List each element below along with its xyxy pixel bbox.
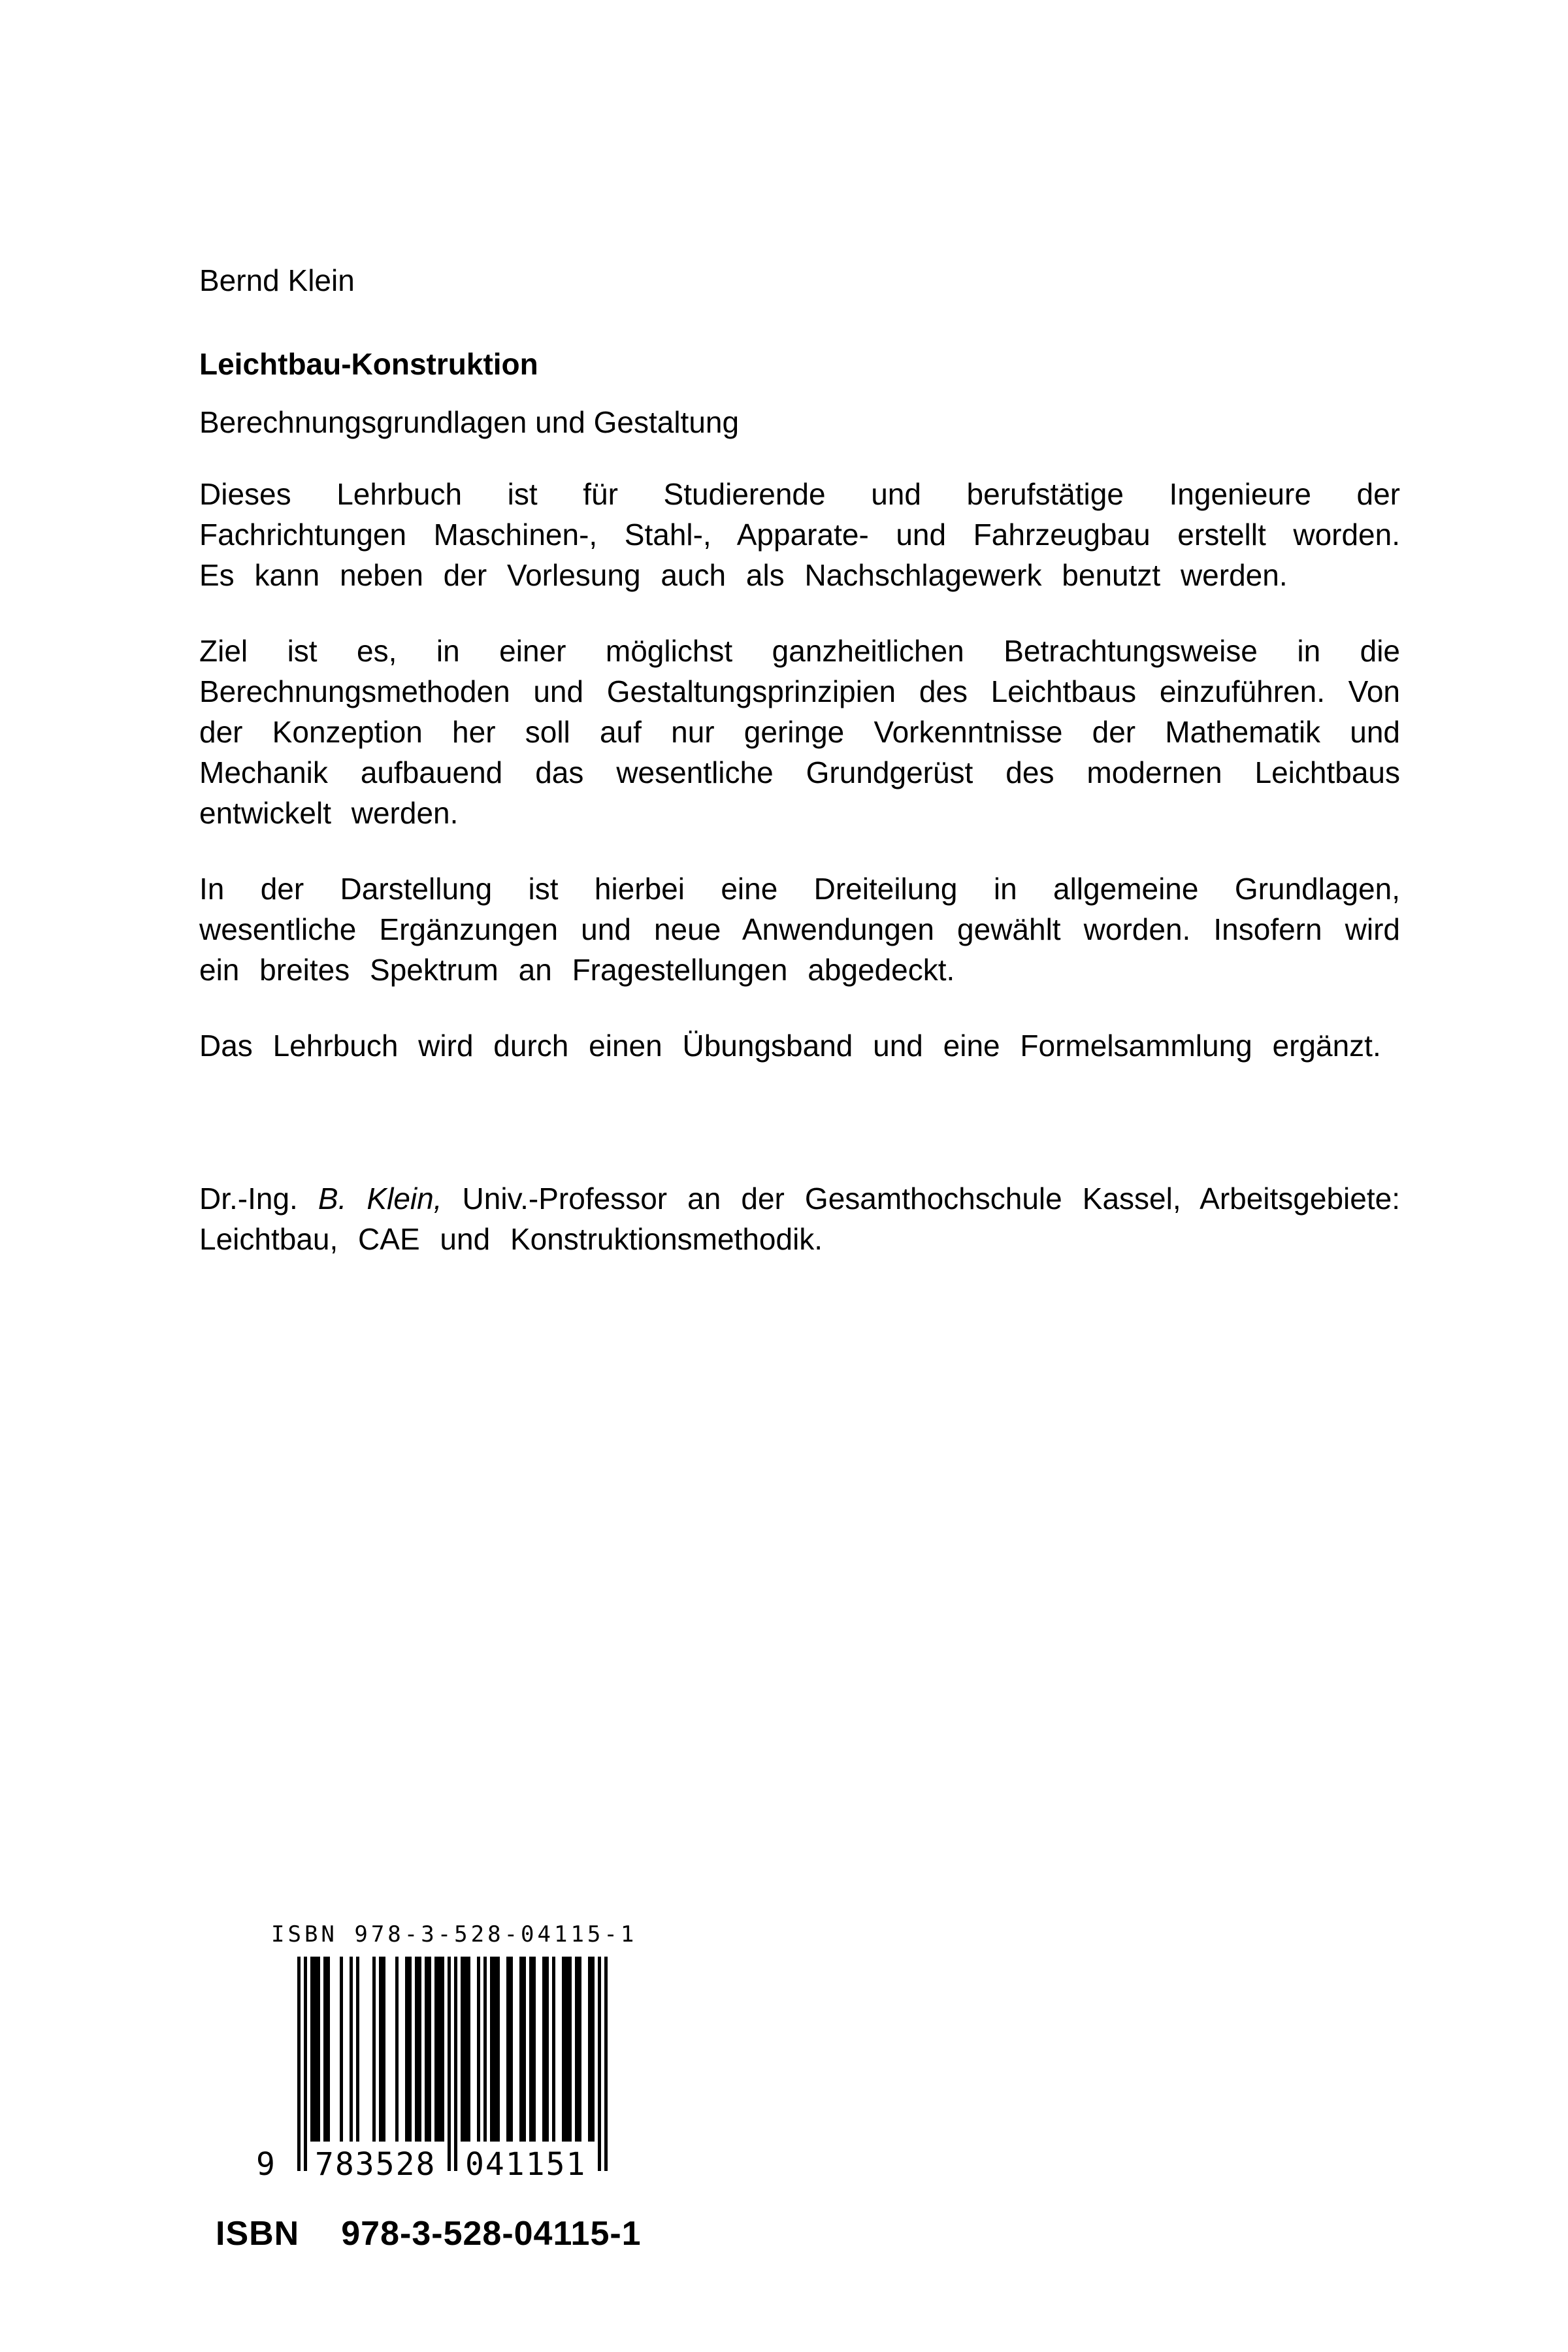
blurb-paragraph-4: Das Lehrbuch wird durch einen Übungsband und eine Formelsammlung ergänzt. (199, 1029, 1381, 1063)
blurb-paragraph-2: Ziel ist es, in einer möglichst ganzheitlichen Betrachtungsweise in die Berechnungsmethoden und Gestaltungsprinzipien des Leichtbaus einzuführen. Von der Konzeption her soll auf nur geringe Vorkenntnisse der Mathematik und Mechanik aufbauend das wesentliche Grundgerüst des modernen Leichtbaus entwickelt werden. (199, 634, 1400, 830)
blurb-paragraph-3: In der Darstellung ist hierbei eine Dreiteilung in allgemeine Grundlagen, wesentliche Ergänzungen und neue Anwendungen gewählt worden. Insofern wird ein breites Spektrum an Fragestellungen abgedeckt. (199, 872, 1400, 987)
barcode-digits-group1: 783528 (315, 2146, 436, 2183)
barcode-digit-left: 9 (256, 2146, 276, 2183)
book-title: Leichtbau-Konstruktion (199, 347, 538, 381)
isbn-top-label: ISBN 978-3-528-04115-1 (271, 1921, 638, 1947)
barcode-digits-group2: 041151 (465, 2146, 587, 2183)
back-cover-text-block (199, 260, 1400, 1259)
author-bio-rest: Univ.-Professor an der Gesamthochschule Kassel, Arbeitsgebiete: Leichtbau, CAE und Konstruktionsmethodik. (199, 1182, 1400, 1256)
isbn-bottom-number: 978-3-528-04115-1 (341, 2215, 642, 2253)
isbn-bottom-label: ISBN (216, 2215, 300, 2253)
ean13-barcode (297, 1957, 608, 2171)
author-bio-prefix: Dr.-Ing. (199, 1182, 318, 1216)
author-name: Bernd Klein (199, 263, 355, 297)
author-bio-name: B. Klein, (318, 1182, 442, 1216)
blurb-paragraph-1: Dieses Lehrbuch ist für Studierende und berufstätige Ingenieure der Fachrichtungen Maschinen-, Stahl-, Apparate- und Fahrzeugbau erstellt worden. Es kann neben der Vorlesung auch als Nachschlagewerk benutzt werden. (199, 477, 1400, 592)
isbn-bottom-line (216, 2214, 642, 2253)
book-subtitle: Berechnungsgrundlagen und Gestaltung (199, 405, 740, 439)
author-bio (199, 1178, 1400, 1259)
